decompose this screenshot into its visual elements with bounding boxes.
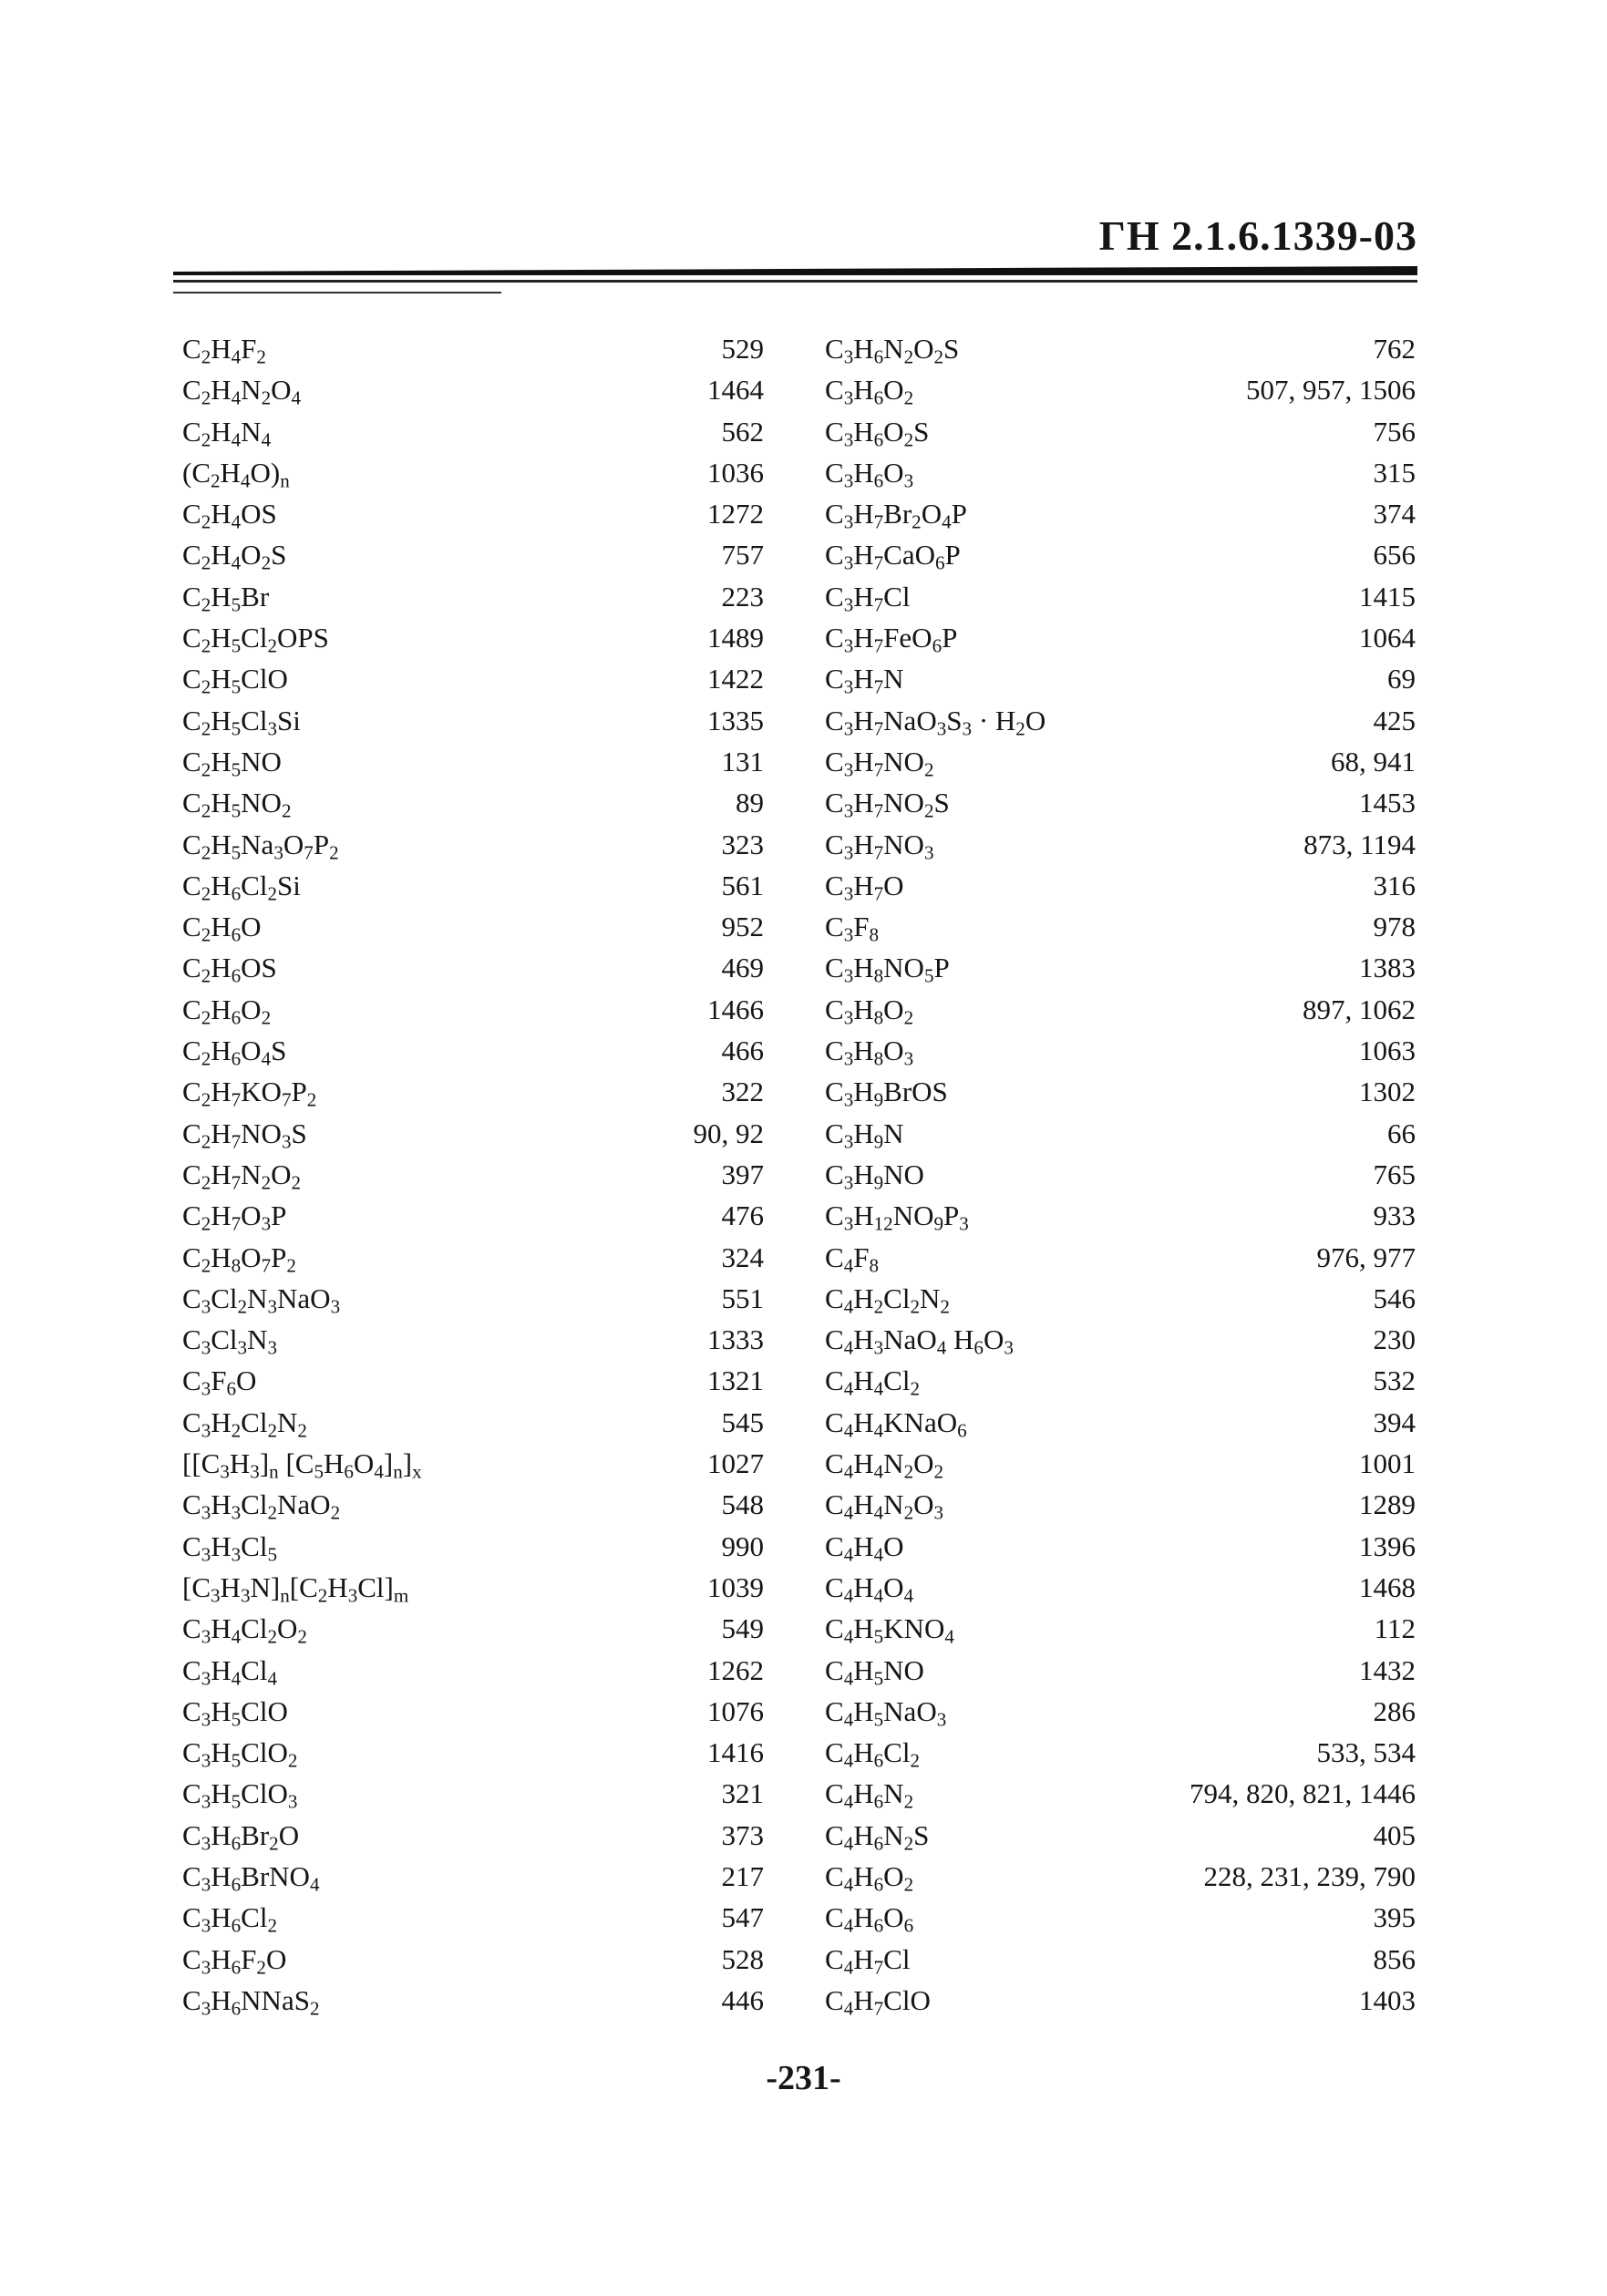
refs-right: 112 bbox=[1374, 1612, 1416, 1645]
refs-left: 528 bbox=[721, 1942, 764, 1975]
refs-left: 89 bbox=[736, 787, 764, 819]
formula-right: $C_3H_{12}NO_9P_3$ bbox=[825, 1199, 969, 1235]
table-row bbox=[0, 493, 1607, 534]
table-row bbox=[0, 782, 1607, 823]
formula-right: $C_4H_7Cl$ bbox=[825, 1942, 911, 1978]
formula-left: $C_3H_6Br_2O$ bbox=[182, 1818, 300, 1854]
refs-left: 323 bbox=[721, 828, 764, 860]
formula-right: $C_4H_3NaO_4$ $H_6O_3$ bbox=[825, 1323, 1014, 1359]
page-number: -231- bbox=[766, 2059, 841, 2097]
table-row bbox=[0, 1815, 1607, 1856]
refs-right: 873, 1194 bbox=[1303, 828, 1416, 860]
formula-right: $C_3H_6O_3$ bbox=[825, 456, 914, 492]
refs-right: 69 bbox=[1387, 663, 1416, 695]
table-row bbox=[0, 452, 1607, 493]
refs-right: 1383 bbox=[1359, 952, 1416, 984]
table-row bbox=[0, 576, 1607, 617]
table-row bbox=[0, 617, 1607, 658]
table-row bbox=[0, 1980, 1607, 2021]
table-row bbox=[0, 1237, 1607, 1278]
header-rule-thick bbox=[173, 272, 1417, 275]
formula-left: $C_3H_5ClO$ bbox=[182, 1694, 288, 1731]
table-row bbox=[0, 1897, 1607, 1938]
formula-right: $C_3H_7NO_3$ bbox=[825, 828, 934, 863]
formula-right: $C_4F_8$ bbox=[825, 1241, 880, 1276]
refs-right: 425 bbox=[1373, 704, 1416, 736]
refs-left: 1335 bbox=[707, 704, 764, 736]
refs-right: 230 bbox=[1373, 1323, 1416, 1356]
formula-left: $C_2H_7O_3P$ bbox=[182, 1199, 287, 1235]
formula-right: $C_3H_7FeO_6P$ bbox=[825, 622, 958, 657]
formula-left: $[C_3H_3N]_n[C_2H_3Cl]_m$ bbox=[182, 1570, 409, 1607]
table-row bbox=[0, 658, 1607, 699]
refs-right: 1289 bbox=[1359, 1488, 1416, 1521]
formula-right: $C_3F_8$ bbox=[825, 911, 880, 946]
refs-right: 395 bbox=[1373, 1901, 1416, 1934]
refs-left: 131 bbox=[721, 745, 764, 777]
refs-left: 1416 bbox=[707, 1736, 764, 1769]
refs-left: 324 bbox=[721, 1241, 764, 1273]
formula-right: $C_3H_7Cl$ bbox=[825, 580, 911, 616]
refs-right: 1001 bbox=[1359, 1447, 1416, 1480]
document-code: ГН 2.1.6.1339-03 bbox=[1098, 212, 1417, 259]
table-row bbox=[0, 328, 1607, 369]
formula-left: $C_2H_5Na_3O_7P_2$ bbox=[182, 828, 339, 863]
refs-left: 1039 bbox=[707, 1570, 764, 1603]
formula-right: $C_3H_9BrOS$ bbox=[825, 1076, 948, 1111]
table-row bbox=[0, 369, 1607, 410]
formula-right: $C_3H_6N_2O_2S$ bbox=[825, 333, 960, 368]
refs-right: 976, 977 bbox=[1316, 1241, 1416, 1273]
refs-right: 228, 231, 239, 790 bbox=[1203, 1859, 1416, 1892]
table-row bbox=[0, 741, 1607, 782]
formula-left: [$[C_3H_3]_n$ $[C_5H_6O_4]_n]_x$ bbox=[182, 1447, 422, 1483]
refs-left: 562 bbox=[721, 415, 764, 448]
refs-left: 90, 92 bbox=[693, 1117, 764, 1149]
refs-right: 394 bbox=[1373, 1405, 1416, 1438]
table-row bbox=[0, 1691, 1607, 1732]
refs-left: 446 bbox=[721, 1983, 764, 2016]
formula-left: $C_3H_6NNaS_2$ bbox=[182, 1983, 320, 2020]
refs-right: 546 bbox=[1373, 1282, 1416, 1314]
table-row bbox=[0, 1856, 1607, 1897]
formula-right: $C_4H_2Cl_2N_2$ bbox=[825, 1282, 950, 1318]
refs-left: 1321 bbox=[707, 1364, 764, 1397]
formula-left: $C_3H_5ClO_3$ bbox=[182, 1777, 298, 1813]
refs-left: 322 bbox=[721, 1076, 764, 1108]
formula-right: $C_4H_7ClO$ bbox=[825, 1983, 931, 2020]
formula-left: $C_3F_6O$ bbox=[182, 1364, 257, 1400]
table-row bbox=[0, 1732, 1607, 1773]
refs-right: 656 bbox=[1373, 539, 1416, 571]
refs-right: 405 bbox=[1373, 1818, 1416, 1851]
refs-right: 316 bbox=[1373, 869, 1416, 901]
refs-left: 1464 bbox=[707, 374, 764, 407]
refs-right: 1063 bbox=[1359, 1035, 1416, 1067]
formula-left: $C_2H_6OS$ bbox=[182, 952, 277, 987]
refs-right: 1302 bbox=[1359, 1076, 1416, 1108]
refs-left: 529 bbox=[721, 333, 764, 365]
formula-right: $C_4H_4N_2O_2$ bbox=[825, 1447, 944, 1483]
formula-right: $C_4H_4O_4$ bbox=[825, 1570, 914, 1607]
formula-left: $C_3H_3Cl_2NaO_2$ bbox=[182, 1488, 341, 1524]
table-row bbox=[0, 1278, 1607, 1319]
table-row bbox=[0, 1195, 1607, 1236]
formula-right: $C_4H_5NaO_3$ bbox=[825, 1694, 947, 1731]
table-row bbox=[0, 1360, 1607, 1401]
refs-left: 545 bbox=[721, 1405, 764, 1438]
refs-left: 561 bbox=[721, 869, 764, 901]
refs-left: 1466 bbox=[707, 993, 764, 1025]
table-row bbox=[0, 947, 1607, 988]
table-row bbox=[0, 1773, 1607, 1814]
formula-left: $C_2H_4O_2S$ bbox=[182, 539, 287, 574]
formula-left: $C_2H_4N_2O_4$ bbox=[182, 374, 302, 409]
refs-left: 1027 bbox=[707, 1447, 764, 1480]
formula-left: $C_3H_5ClO_2$ bbox=[182, 1736, 298, 1772]
formula-right: $C_3H_7NO_2$ bbox=[825, 745, 934, 781]
formula-left: $C_2H_5Br$ bbox=[182, 580, 270, 616]
refs-left: 952 bbox=[721, 911, 764, 943]
formula-right: $C_4H_6O_6$ bbox=[825, 1901, 914, 1937]
refs-left: 1422 bbox=[707, 663, 764, 695]
refs-right: 756 bbox=[1373, 415, 1416, 448]
refs-right: 1396 bbox=[1359, 1529, 1416, 1562]
refs-left: 757 bbox=[721, 539, 764, 571]
formula-right: $C_3H_9N$ bbox=[825, 1117, 904, 1152]
refs-right: 933 bbox=[1373, 1199, 1416, 1232]
table-row bbox=[0, 1526, 1607, 1567]
formula-right: $C_4H_6O_2$ bbox=[825, 1859, 914, 1896]
formula-right: $C_4H_4KNaO_6$ bbox=[825, 1405, 967, 1441]
refs-left: 1076 bbox=[707, 1694, 764, 1727]
table-row bbox=[0, 1402, 1607, 1443]
formula-left: $C_2H_6Cl_2Si$ bbox=[182, 869, 301, 905]
formula-left: $C_2H_5Cl_2OPS$ bbox=[182, 622, 329, 657]
refs-right: 978 bbox=[1373, 911, 1416, 943]
refs-right: 66 bbox=[1387, 1117, 1416, 1149]
formula-left: $C_3H_4Cl_2O_2$ bbox=[182, 1612, 307, 1648]
refs-left: 1333 bbox=[707, 1323, 764, 1356]
refs-right: 897, 1062 bbox=[1303, 993, 1416, 1025]
formula-left: $C_3H_3Cl_5$ bbox=[182, 1529, 278, 1565]
formula-right: $C_4H_6N_2S$ bbox=[825, 1818, 930, 1854]
formula-right: $C_3H_7CaO_6P$ bbox=[825, 539, 961, 574]
refs-left: 397 bbox=[721, 1158, 764, 1190]
formula-right: $C_4H_6N_2$ bbox=[825, 1777, 914, 1813]
refs-right: 794, 820, 821, 1446 bbox=[1190, 1777, 1416, 1810]
refs-right: 856 bbox=[1373, 1942, 1416, 1975]
formula-right: $C_4H_4N_2O_3$ bbox=[825, 1488, 944, 1524]
formula-left: $C_2H_7NO_3S$ bbox=[182, 1117, 307, 1152]
formula-left: $C_3H_6BrNO_4$ bbox=[182, 1859, 320, 1896]
table-row bbox=[0, 1030, 1607, 1071]
formula-left: $C_2H_4OS$ bbox=[182, 498, 277, 533]
refs-right: 765 bbox=[1373, 1158, 1416, 1190]
formula-left: $C_3Cl_3N_3$ bbox=[182, 1323, 278, 1359]
formula-right: $C_4H_5KNO_4$ bbox=[825, 1612, 954, 1648]
refs-left: 1036 bbox=[707, 456, 764, 489]
formula-index-table bbox=[0, 328, 1607, 2021]
formula-left: $C_2H_4F_2$ bbox=[182, 333, 266, 368]
refs-left: 990 bbox=[721, 1529, 764, 1562]
refs-left: 1272 bbox=[707, 498, 764, 530]
refs-right: 286 bbox=[1373, 1694, 1416, 1727]
refs-left: 476 bbox=[721, 1199, 764, 1232]
table-row bbox=[0, 1650, 1607, 1691]
formula-left: $C_2H_6O_2$ bbox=[182, 993, 272, 1029]
formula-left: $C_2H_7N_2O_2$ bbox=[182, 1158, 302, 1194]
table-row bbox=[0, 824, 1607, 865]
table-row bbox=[0, 1154, 1607, 1195]
refs-right: 762 bbox=[1373, 333, 1416, 365]
table-row bbox=[0, 989, 1607, 1030]
refs-left: 469 bbox=[721, 952, 764, 984]
header-rule-thin bbox=[173, 292, 501, 293]
table-row bbox=[0, 534, 1607, 575]
refs-left: 321 bbox=[721, 1777, 764, 1810]
table-row bbox=[0, 1484, 1607, 1525]
formula-left: $(C_2H_4O)_n$ bbox=[182, 456, 290, 492]
formula-right: $C_3H_7NO_2S$ bbox=[825, 787, 950, 822]
table-row bbox=[0, 1608, 1607, 1649]
refs-left: 373 bbox=[721, 1818, 764, 1851]
formula-left: $C_2H_6O$ bbox=[182, 911, 262, 946]
formula-left: $C_3H_4Cl_4$ bbox=[182, 1653, 278, 1689]
formula-left: $C_3Cl_2N_3NaO_3$ bbox=[182, 1282, 341, 1318]
table-row bbox=[0, 1113, 1607, 1154]
table-row bbox=[0, 865, 1607, 906]
formula-left: $C_2H_5NO$ bbox=[182, 745, 282, 781]
formula-left: $C_3H_6F_2O$ bbox=[182, 1942, 287, 1978]
formula-left: $C_3H_6Cl_2$ bbox=[182, 1901, 278, 1937]
table-row bbox=[0, 1443, 1607, 1484]
formula-right: $C_4H_4Cl_2$ bbox=[825, 1364, 921, 1400]
formula-right: $C_3H_7O$ bbox=[825, 869, 904, 905]
refs-right: 1432 bbox=[1359, 1653, 1416, 1686]
refs-left: 548 bbox=[721, 1488, 764, 1521]
formula-left: $C_2H_5Cl_3Si$ bbox=[182, 704, 301, 739]
formula-right: $C_3H_7NaO_3S_3 \cdot H_2O$ bbox=[825, 704, 1046, 739]
header-rule-lower bbox=[173, 280, 1417, 283]
refs-right: 1415 bbox=[1359, 580, 1416, 613]
refs-left: 217 bbox=[721, 1859, 764, 1892]
refs-left: 1262 bbox=[707, 1653, 764, 1686]
formula-right: $C_3H_9NO$ bbox=[825, 1158, 924, 1194]
formula-left: $C_2H_4N_4$ bbox=[182, 415, 272, 450]
formula-left: $C_2H_7KO_7P_2$ bbox=[182, 1076, 317, 1111]
formula-left: $C_3H_2Cl_2N_2$ bbox=[182, 1405, 307, 1441]
refs-right: 507, 957, 1506 bbox=[1246, 374, 1416, 407]
refs-right: 68, 941 bbox=[1331, 745, 1416, 777]
table-row bbox=[0, 1071, 1607, 1112]
formula-right: $C_3H_6O_2$ bbox=[825, 374, 914, 409]
refs-left: 549 bbox=[721, 1612, 764, 1645]
formula-right: $C_4H_6Cl_2$ bbox=[825, 1736, 921, 1772]
formula-left: $C_2H_5ClO$ bbox=[182, 663, 288, 698]
formula-right: $C_4H_5NO$ bbox=[825, 1653, 924, 1689]
refs-left: 223 bbox=[721, 580, 764, 613]
refs-right: 533, 534 bbox=[1316, 1736, 1416, 1769]
table-row bbox=[0, 411, 1607, 452]
table-row bbox=[0, 1567, 1607, 1608]
formula-right: $C_3H_8O_3$ bbox=[825, 1035, 914, 1070]
formula-left: $C_2H_8O_7P_2$ bbox=[182, 1241, 296, 1276]
refs-right: 315 bbox=[1373, 456, 1416, 489]
refs-right: 1468 bbox=[1359, 1570, 1416, 1603]
refs-right: 1453 bbox=[1359, 787, 1416, 819]
formula-right: $C_3H_6O_2S$ bbox=[825, 415, 930, 450]
formula-right: $C_4H_4O$ bbox=[825, 1529, 904, 1565]
refs-right: 532 bbox=[1373, 1364, 1416, 1397]
table-row bbox=[0, 1319, 1607, 1360]
table-row bbox=[0, 700, 1607, 741]
refs-right: 1064 bbox=[1359, 622, 1416, 654]
table-row bbox=[0, 1939, 1607, 1980]
refs-left: 466 bbox=[721, 1035, 764, 1067]
refs-left: 1489 bbox=[707, 622, 764, 654]
formula-right: $C_3H_8NO_5P$ bbox=[825, 952, 950, 987]
formula-right: $C_3H_7Br_2O_4P$ bbox=[825, 498, 967, 533]
formula-left: $C_2H_6O_4S$ bbox=[182, 1035, 287, 1070]
table-row bbox=[0, 906, 1607, 947]
refs-right: 1403 bbox=[1359, 1983, 1416, 2016]
formula-right: $C_3H_8O_2$ bbox=[825, 993, 914, 1029]
refs-right: 374 bbox=[1373, 498, 1416, 530]
refs-left: 547 bbox=[721, 1901, 764, 1934]
formula-right: $C_3H_7N$ bbox=[825, 663, 904, 698]
formula-left: $C_2H_5NO_2$ bbox=[182, 787, 292, 822]
refs-left: 551 bbox=[721, 1282, 764, 1314]
